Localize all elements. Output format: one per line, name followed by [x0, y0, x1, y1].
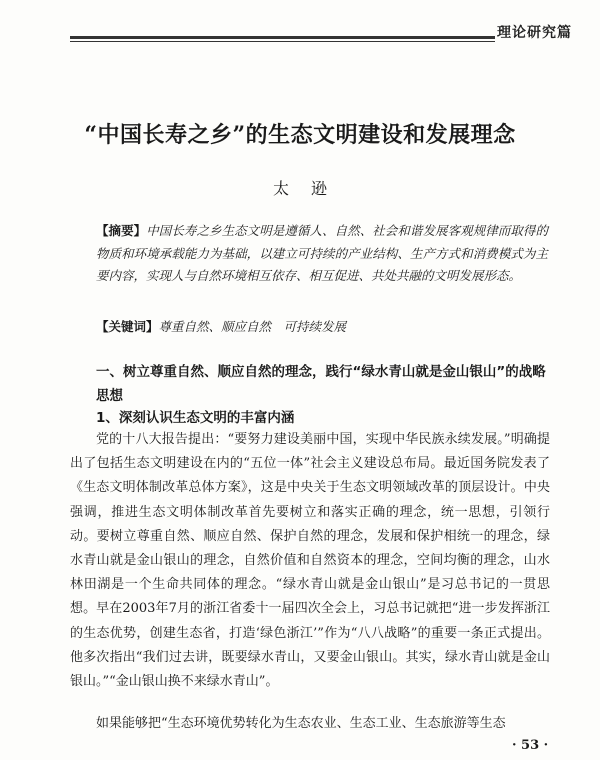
abstract [96, 220, 548, 288]
article-author: 太逊 [272, 179, 349, 198]
abstract-label: 【摘要】 [96, 223, 147, 238]
keywords [96, 316, 548, 338]
paragraph-1: 党的十八大报告提出：“要努力建设美丽中国，实现中华民族永续发展。”明确提出了包括生态文明建设在内的“五位一体”社会主义建设总布局。最近国务院发表了《生态文明体制改革总体方案》，这是中央关于生态文明领域改革的顶层设计。中央强调，推进生态文明体制改革首先要树立和落实正确的理念，统一思想，引领行动。要树立尊重自然、顺应自然、保护自然的理念，发展和保护相统一的理念，绿水青山就是金山银山的理念，自然价值和自然资本的理念，空间均衡的理念，山水林田湖是一个生命共同体的理念。“绿水青山就是金山银山”是习总书记的一贯思想。早在2003年7月的浙江省委十一届四次全会上，习总书记就把“进一步发挥浙江的生态优势，创建生态省，打造‘绿色浙江’”作为“八八战略”的重要一条正式提出。他多次指出“我们过去讲，既要绿水青山，又要金山银山。其实，绿水青山就是金山银山。”“金山银山换不来绿水青山”。 [70, 432, 550, 690]
article-title: “中国长寿之乡”的生态文明建设和发展理念 [84, 122, 516, 148]
section-heading: 一、树立尊重自然、顺应自然的理念，践行“绿水青山就是金山银山”的战略思想 [96, 364, 546, 404]
keywords-label: 【关键词】 [96, 319, 159, 334]
section-label: 理论研究篇 [497, 25, 572, 41]
header-rule [70, 36, 495, 42]
subsection-heading: 1、深刻认识生态文明的丰富内涵 [96, 410, 295, 426]
page-number: · 53 · [512, 738, 549, 753]
keywords-text: 尊重自然、顺应自然 可持续发展 [158, 319, 347, 334]
abstract-text: 中国长寿之乡生态文明是遵循人、自然、社会和谐发展客观规律而取得的物质和环境承载能力为基础，以建立可持续的产业结构、生产方式和消费模式为主要内容，实现人与自然环境相互依存、相互促进、共处共融的文明发展形态。 [96, 223, 548, 283]
paragraph-2: 如果能够把“生态环境优势转化为生态农业、生态工业、生态旅游等生态 [96, 716, 506, 731]
